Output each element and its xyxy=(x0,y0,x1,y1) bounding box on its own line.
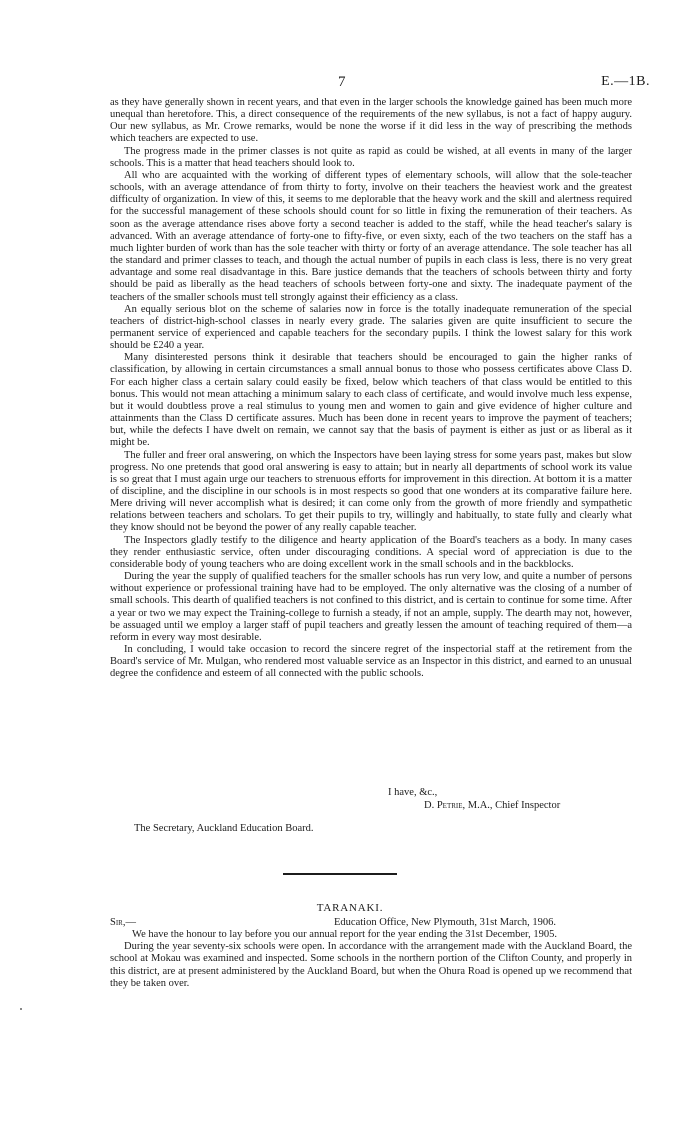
margin-speck xyxy=(20,1008,22,1010)
paragraph: The progress made in the primer classes is not quite as rapid as could be wished, at all events in many of the larger schools. This is a matter that head teachers should look to. xyxy=(110,145,632,169)
addressee: The Secretary, Auckland Education Board. xyxy=(134,823,314,834)
paragraph: During the year the supply of qualified teachers for the smaller schools has run very low, and quite a number of persons without experience or professional training have had to be employed. The only alternative was the closing of a number of small schools. This dearth of qualified teachers is not confined to this district, and is certain to continue for some time. After a year or two we may expect the Training-college to furnish a steady, if not an ample, supply. The dearth may not, however, be assuaged until we employ a larger staff of pupil teachers and greatly lessen the amount of teaching required of them—a reform in every way most desirable. xyxy=(110,571,632,643)
paragraph: The Inspectors gladly testify to the diligence and hearty application of the Board's teachers as a body. In many cases they render enthusiastic service, often under discouraging conditions. A special word of appreciation is due to the considerable body of young teachers who are doing excellent work in the small schools and in the backblocks. xyxy=(110,534,632,570)
paragraph: Many disinterested persons think it desirable that teachers should be encouraged to gain the higher ranks of classification, by allowing in certain circumstances a small annual bonus to those who possess certificates above Class D. For each higher class a certain salary could easily be fixed, below which teachers of that class would be entitled to this bonus. This would not mean attaching a minimum salary to each class of certificate, and would involve much less expense, but it would doubtless prove a real stimulus to young men and women to gain and give evidence of higher culture and attainments than the Class D certificate assures. Much has been done in recent years to improve the payment of teachers; but, while the defects I have dwelt on remain, we cannot say that the basis of payment is either as just or as liberal as it might be. xyxy=(110,352,632,449)
taranaki-report-body xyxy=(110,929,632,990)
paragraph: All who are acquainted with the working of different types of elementary schools, will allow that the sole-teacher schools, with an average attendance of from thirty to forty, involve on their teachers the heaviest work and the greatest difficulty of organization. In view of this, it seems to me deplorable that the heavy work and the skill and alertness required for the successful management of these schools should count for so little in fixing the remuneration of their teachers. As soon as the average attendance rises above forty a second teacher is added to the staff, while the head teacher's salary is advanced. With an average attendance of forty-one to fifty-five, or even sixty, each of the two teachers on the staff has a much lighter burden of work than has the sole teacher with thirty or forty of an average attendance. The sole teacher has all the standard and primer classes to teach, and though the actual number of pupils in each class is less, there is no very great advantage and some real disadvantage in this. Bare justice demands that the teachers of schools between thirty and forty should be paid as liberally as the head teachers of schools between forty-one and sixty. The inadequate payment of the teachers of the smaller schools must tell strongly against their efficiency as a class. xyxy=(110,169,632,303)
paragraph: An equally serious blot on the scheme of salaries now in force is the totally inadequate remuneration of the special teachers of district-high-school classes in nearly every grade. The salaries given are quite insufficient to secure the permanent service of experienced and capable teachers for the secondary pupils. I think the lowest salary for this work should be £240 a year. xyxy=(110,303,632,352)
paragraph: We have the honour to lay before you our annual report for the year ending the 31st December, 1905. xyxy=(132,929,558,940)
signer-title: , M.A., Chief Inspector xyxy=(462,800,561,811)
paragraph: In concluding, I would take occasion to record the sincere regret of the inspectorial staff at the retirement from the Board's service of Mr. Mulgan, who rendered most valuable service as an Inspector in this district, and earned to an unusual degree the confidence and esteem of all connected with the public schools. xyxy=(110,644,632,680)
paragraph: as they have generally shown in recent years, and that even in the larger schools the knowledge gained has been much more unequal than heretofore. This, a direct consequence of the requirements of the new syllabus, is not a fact of happy augury. Our new syllabus, as Mr. Crowe remarks, would be none the worse if it did less in the way of prescribing the methods which teachers are expected to use. xyxy=(110,97,632,145)
closing-line: I have, &c., xyxy=(388,787,438,798)
document-reference: E.—1B. xyxy=(601,74,650,89)
paragraph: During the year seventy-six schools were open. In accordance with the arrangement made with the Auckland Board, the school at Mokau was examined and inspected. Some schools in the northern portion of the Clifton County, and properly in this district, are at present administered by the Auckland Board, but when the Ohura Road is opened up we recommend that they be taken over. xyxy=(110,941,632,989)
paragraph: The fuller and freer oral answering, on which the Inspectors have been laying stress for some years past, makes but slow progress. No one pretends that good oral answering is easy to attain; but in nearly all departments of school work its value is so great that I must again urge our teachers to strenuous efforts for improvement in this direction. At bottom it is a matter of discipline, and the discipline in our schools is in most respects so good that one wonders at its comparative failure here. Mere driving will never accomplish what is desired; it can come only from the growth of more friendly and sympathetic relations between teachers and scholars. To get their pupils to try, willingly and habitually, to state fully and clearly what they know should not be beyond the power of any really capable teacher. xyxy=(110,449,632,534)
office-dateline: Education Office, New Plymouth, 31st March, 1906. xyxy=(334,917,557,928)
section-title: TARANAKI. xyxy=(316,902,384,914)
salutation: Sir,— xyxy=(110,917,136,928)
page-number: 7 xyxy=(338,74,346,90)
signature-line xyxy=(424,799,560,812)
section-divider xyxy=(283,873,397,875)
report-body xyxy=(110,97,632,681)
signer-name: D. Petrie xyxy=(424,800,463,811)
